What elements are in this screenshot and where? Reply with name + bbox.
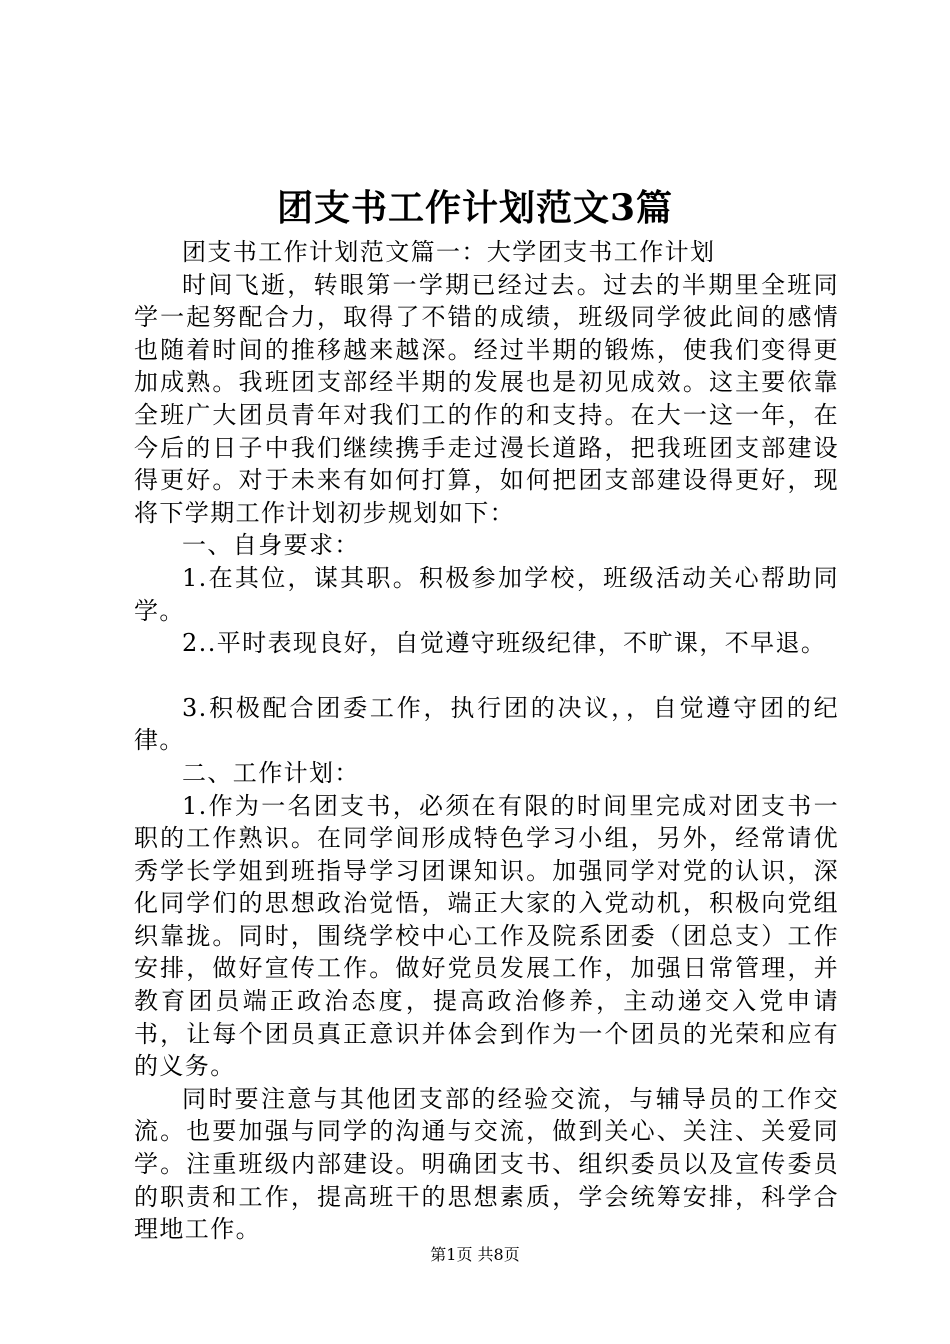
paragraph-plan-2: 同时要注意与其他团支部的经验交流，与辅导员的工作交流。也要加强与同学的沟通与交流，做到关心、关注、关爱同学。注重班级内部建设。明确团支书、组织委员以及宣传委员的职责和工作，提高班干的思想素质，学会统筹安排，科学合理地工作。 bbox=[134, 1084, 839, 1244]
paragraph-item-3: 3.积极配合团委工作，执行团的决议，，自觉遵守团的纪律。 bbox=[134, 693, 839, 755]
paragraph-plan-1: 1.作为一名团支书，必须在有限的时间里完成对团支书一职的工作熟识。在同学间形成特色学习小组，另外，经常请优秀学长学姐到班指导学习团课知识。加强同学对党的认识，深化同学们的思想政治觉悟，端正大家的入党动机，积极向党组织靠拢。同时，围绕学校中心工作及院系团委（团总支）工作安排，做好宣传工作。做好党员发展工作，加强日常管理，并教育团员端正政治态度，提高政治修养，主动递交入党申请书，让每个团员真正意识并体会到作为一个团员的光荣和应有的义务。 bbox=[134, 791, 839, 1081]
document-title: 团支书工作计划范文3篇 bbox=[276, 187, 674, 229]
paragraph-item-2: 2..平时表现良好，自觉遵守班级纪律，不旷课，不早退。 bbox=[182, 629, 827, 658]
paragraph-heading: 团支书工作计划范文篇一：大学团支书工作计划 bbox=[182, 238, 716, 266]
document-body bbox=[134, 236, 839, 1246]
paragraph-intro: 时间飞逝，转眼第一学期已经过去。过去的半期里全班同学一起努配合力，取得了不错的成绩，班级同学彼此间的感情也随着时间的推移越来越深。经过半期的锻炼，使我们变得更加成熟。我班团支部经半期的发展也是初见成效。这主要依靠全班广大团员青年对我们工的作的和支持。在大一这一年，在今后的日子中我们继续携手走过漫长道路，把我班团支部建设得更好。对于未来有如何打算，如何把团支部建设得更好，现将下学期工作计划初步规划如下： bbox=[134, 270, 839, 527]
section-heading-2: 二、工作计划： bbox=[182, 758, 360, 787]
page-footer: 第1页 共8页 bbox=[430, 1245, 520, 1264]
paragraph-item-1: 1.在其位，谋其职。积极参加学校，班级活动关心帮助同学。 bbox=[134, 563, 839, 625]
section-heading-1: 一、自身要求： bbox=[182, 531, 360, 560]
